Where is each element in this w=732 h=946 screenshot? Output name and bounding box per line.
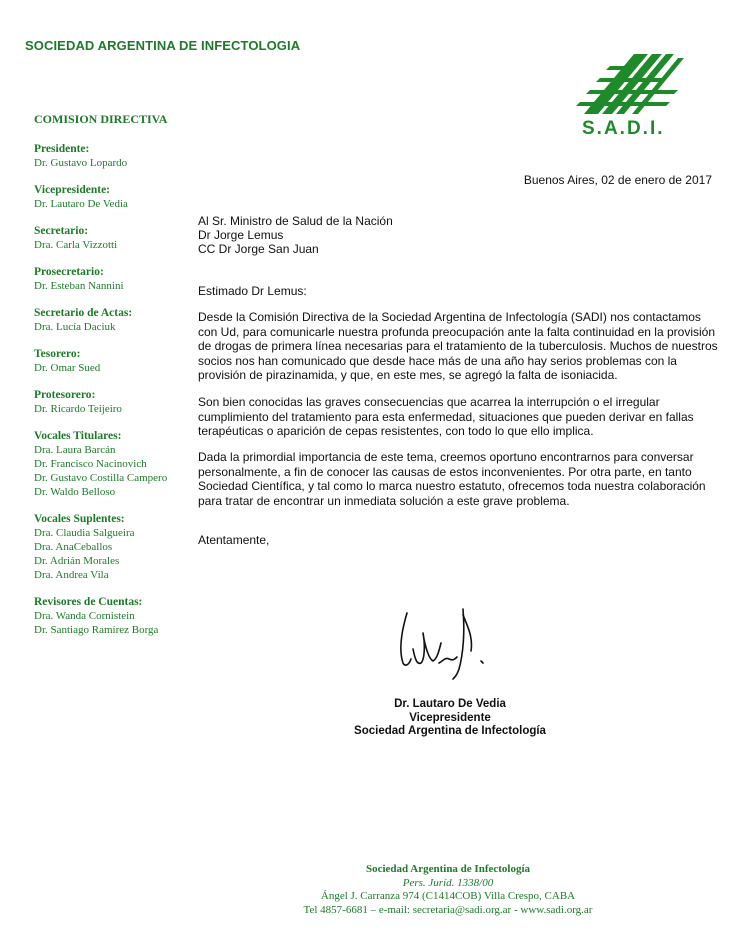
board-group <box>34 183 184 211</box>
board-member: Dr. Gustavo Lopardo <box>34 157 128 169</box>
sidebar-title: COMISION DIRECTIVA <box>34 112 168 126</box>
signatory-title: Vicepresidente <box>409 711 491 724</box>
recipient-block <box>198 214 393 256</box>
recipient-line: Dr Jorge Lemus <box>198 228 284 242</box>
closing: Atentamente, <box>198 533 270 547</box>
board-member: Dra. Lucía Daciuk <box>34 321 116 333</box>
board-member: Dr. Esteban Nannini <box>34 280 124 292</box>
board-group <box>34 429 184 499</box>
board-member: Dra. Andrea Vila <box>34 569 109 581</box>
board-member: Dra. Carla Vizzotti <box>34 239 118 251</box>
board-role: Revisores de Cuentas: <box>34 596 143 608</box>
board-member: Dr. Ricardo Teijeiro <box>34 403 122 415</box>
letter-date: Buenos Aires, 02 de enero de 2017 <box>523 173 712 187</box>
logo-text: S.A.D.I. <box>582 118 665 139</box>
board-sidebar <box>34 112 184 650</box>
board-member: Dr. Waldo Belloso <box>34 486 116 498</box>
footer-contact: Tel 4857-6681 – e-mail: secretaria@sadi.org.ar - www.sadi.org.ar <box>303 903 593 916</box>
footer-address: Ángel J. Carranza 974 (C1414COB) Villa Crespo, CABA <box>320 890 576 902</box>
board-member: Dra. Claudia Salgueira <box>34 527 135 539</box>
signatory-name: Dr. Lautaro De Vedia <box>394 698 506 710</box>
signatory-org: Sociedad Argentina de Infectología <box>354 725 546 737</box>
board-group <box>34 224 184 252</box>
board-group <box>34 595 184 637</box>
sidebar-groups <box>34 142 184 637</box>
page-footer <box>248 863 648 917</box>
board-role: Secretario de Actas: <box>34 307 133 319</box>
body-paragraph: Son bien conocidas las graves consecuencias que acarrea la interrupción o el irregular cumplimiento del tratamiento para esta enfermedad, situaciones que pueden derivar en fallas terapéuticas o aparición de cepas resistentes, con todo lo que ello implica. <box>198 395 694 439</box>
recipient-line: Al Sr. Ministro de Salud de la Nación <box>198 214 393 228</box>
recipient-line: CC Dr Jorge San Juan <box>198 242 319 256</box>
board-member: Dr. Francisco Nacinovich <box>34 458 147 470</box>
board-member: Dra. Laura Barcán <box>34 444 116 456</box>
body-paragraph: Desde la Comisión Directiva de la Sociedad Argentina de Infectología (SADI) nos contactamos con Ud, para comunicarle nuestra profunda preocupación ante la falta continuidad en la provisión de drogas de primera línea necesarias para el tratamiento de la tuberculosis. Muchos de nuestros socios nos han comunicado que desde hace más de una año hay serios problemas con la provisión de pirazinamida, y que, en este mes, se agregó la falta de isoniacida. <box>198 310 718 383</box>
board-role: Prosecretario: <box>34 266 104 278</box>
board-group <box>34 347 184 375</box>
organization-header: SOCIEDAD ARGENTINA DE INFECTOLOGIA <box>25 38 301 53</box>
board-role: Vicepresidente: <box>34 184 111 196</box>
board-role: Vocales Titulares: <box>34 430 122 442</box>
board-group <box>34 388 184 416</box>
signatory-block <box>330 698 570 739</box>
handwritten-signature <box>393 603 503 695</box>
board-group <box>34 265 184 293</box>
board-member: Dr. Omar Sued <box>34 362 101 374</box>
board-group <box>34 306 184 334</box>
board-role: Vocales Suplentes: <box>34 513 125 525</box>
footer-legal: Pers. Juríd. 1338/00 <box>402 876 494 889</box>
board-member: Dr. Lautaro De Vedia <box>34 198 128 210</box>
board-role: Secretario: <box>34 225 89 237</box>
board-member: Dra. Wanda Cornistein <box>34 610 135 622</box>
board-group <box>34 142 184 170</box>
footer-org-name: Sociedad Argentina de Infectología <box>365 863 531 875</box>
board-role: Tesorero: <box>34 348 81 360</box>
board-member: Dra. AnaCeballos <box>34 541 113 553</box>
board-member: Dr. Santiago Ramírez Borga <box>34 624 159 636</box>
body-paragraph: Dada la primordial importancia de este tema, creemos oportuno encontrarnos para conversar personalmente, a fin de conocer las causas de estos inconvenientes. Por otra parte, en tanto Sociedad Científica, y tal como lo marca nuestro estatuto, ofrecemos toda nuestra colaboración para tratar de encontrar un inmediata solución a este grave problema. <box>198 450 706 508</box>
board-role: Protesorero: <box>34 389 96 401</box>
board-member: Dr. Adrián Morales <box>34 555 120 567</box>
salutation: Estimado Dr Lemus: <box>198 284 307 298</box>
board-group <box>34 512 184 582</box>
board-member: Dr. Gustavo Costilla Campero <box>34 472 168 484</box>
board-role: Presidente: <box>34 143 90 155</box>
